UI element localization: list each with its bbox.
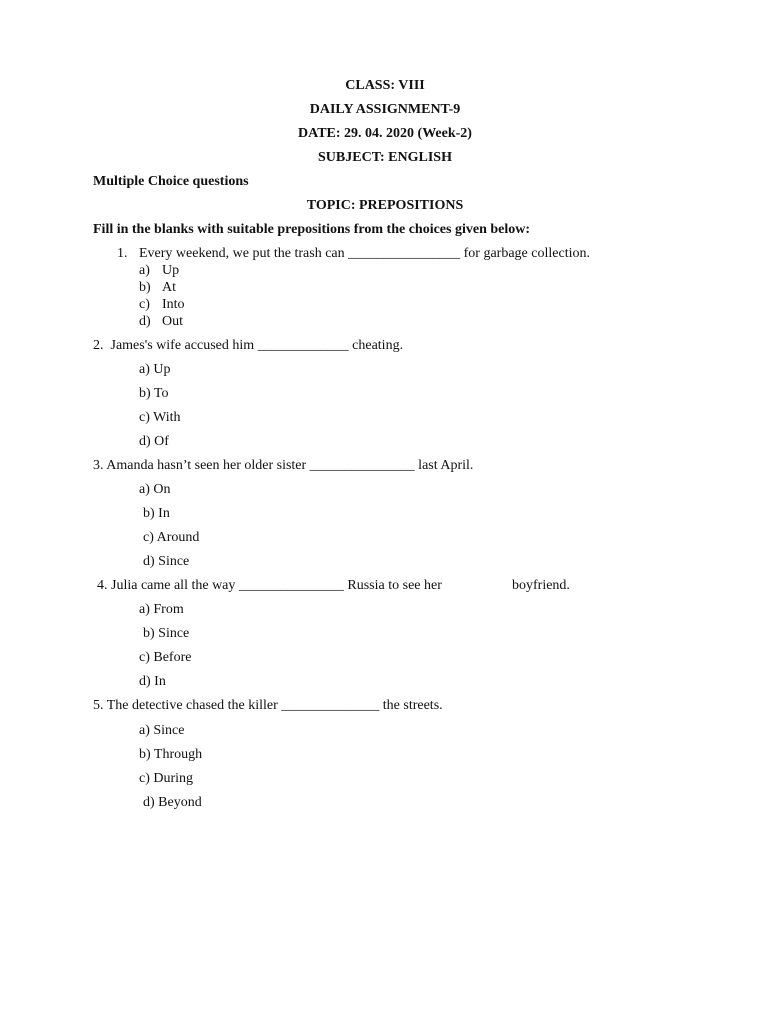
option-text: Up [162,263,180,278]
option-letter: a) [139,263,150,278]
option-item: a) Since [139,723,185,738]
option-item: d) In [139,674,166,689]
question-text: 5. The detective chased the killer ______________ the streets. [93,698,443,713]
assignment-heading: DAILY ASSIGNMENT-9 [309,102,461,117]
section-label: Multiple Choice questions [93,174,249,189]
option-item: c) With [139,410,181,425]
option-letter: b) [139,280,151,295]
question-text: 3. Amanda hasn’t seen her older sister _______________ last April. [93,458,474,473]
option-item: a) From [139,602,184,617]
question-text-tail: boyfriend. [512,578,570,593]
question-number: 1. [117,246,128,261]
option-text: Into [162,297,185,312]
option-item: c) Around [143,530,200,545]
subject-heading: SUBJECT: ENGLISH [318,150,452,165]
topic-heading: TOPIC: PREPOSITIONS [306,198,464,213]
option-letter: c) [139,297,150,312]
option-item: c) During [139,771,194,786]
option-item: b) Since [143,626,190,641]
instruction-text: Fill in the blanks with suitable prepositions from the choices given below: [93,222,531,237]
option-item: d) Since [143,554,190,569]
question-text: Every weekend, we put the trash can ________________ for garbage collection. [139,246,590,261]
class-heading: CLASS: VIII [345,78,425,93]
option-item: a) Up [139,362,171,377]
date-heading: DATE: 29. 04. 2020 (Week-2) [298,126,472,141]
option-item: b) In [143,506,170,521]
question-text: 4. Julia came all the way _______________ Russia to see her [97,578,442,593]
option-item: d) Of [139,434,169,449]
option-text: At [162,280,176,295]
question-text: 2. James's wife accused him _____________ cheating. [93,338,404,353]
option-letter: d) [139,314,151,329]
option-text: Out [162,314,183,329]
option-item: d) Beyond [143,795,202,810]
option-item: b) To [139,386,169,401]
option-item: b) Through [139,747,203,762]
option-item: c) Before [139,650,192,665]
option-item: a) On [139,482,171,497]
